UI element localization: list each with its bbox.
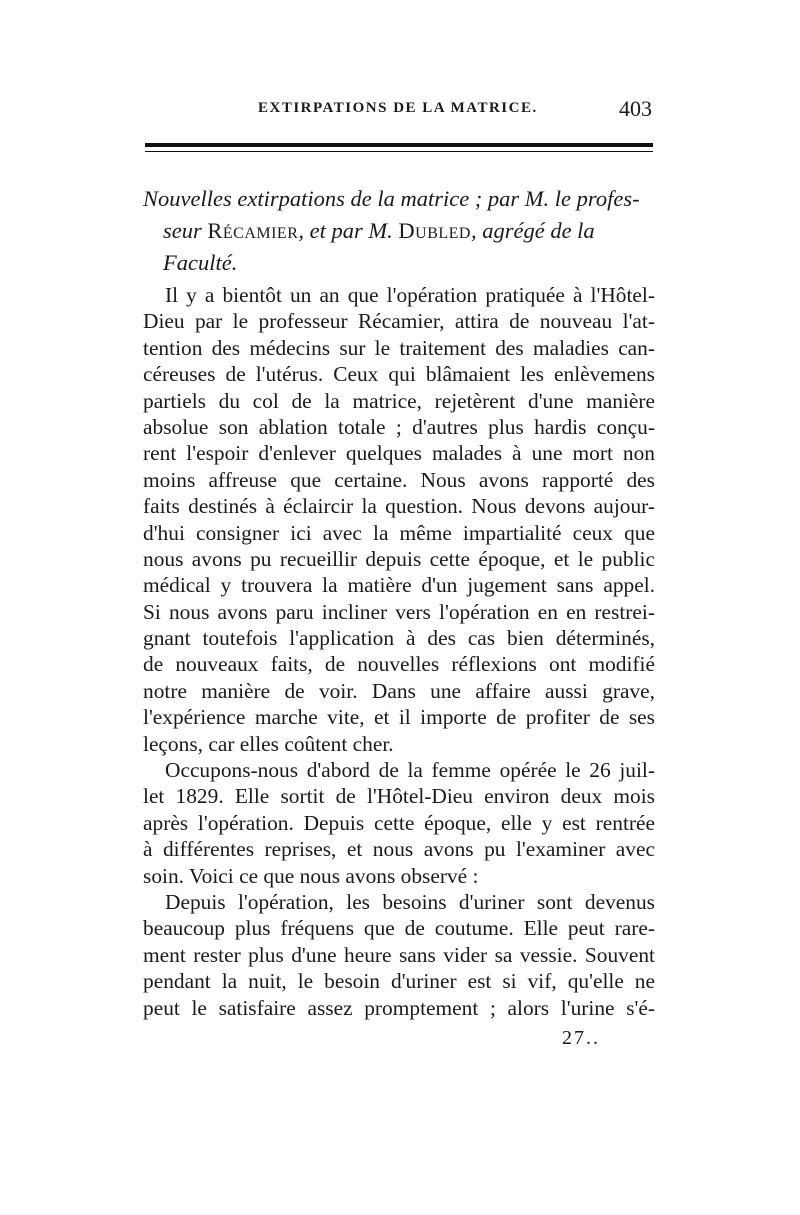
body-line: de nouveaux faits, de nouvelles réflexions ont modifié [143, 652, 655, 677]
page-number: 403 [619, 96, 652, 121]
header-rule-thin [145, 151, 653, 152]
body-line: ment rester plus d'une heure sans vider sa vessie. Souvent [143, 942, 655, 967]
body-line: céreuses de l'utérus. Ceux qui blâmaient les enlèvemens [143, 362, 655, 387]
running-head [150, 98, 652, 124]
body-line: beaucoup plus fréquens que de coutume. Elle peut rare- [143, 916, 655, 941]
body-line: soin. Voici ce que nous avons observé : [143, 863, 479, 888]
body-line: absolue son ablation totale ; d'autres plus hardis conçu- [143, 414, 655, 439]
body-line: Si nous avons paru incliner vers l'opération en en restrei- [143, 599, 655, 624]
author-name-dubled: Dubled [398, 218, 471, 243]
body-line: Dieu par le professeur Récamier, attira de nouveau l'at- [143, 309, 655, 334]
title-line-3: Faculté. [163, 250, 238, 275]
body-line: Il y a bientôt un an que l'opération pratiquée à l'Hôtel- [165, 283, 655, 307]
body-line: Occupons-nous d'abord de la femme opérée le 26 juil- [165, 758, 655, 783]
author-name-recamier: Récamier [207, 218, 299, 243]
body-line: peut le satisfaire assez promptement ; alors l'urine s'é- [143, 995, 655, 1020]
body-line: nous avons pu recueillir depuis cette époque, et le public [143, 546, 655, 571]
body-line: notre manière de voir. Dans une affaire aussi grave, [143, 678, 655, 703]
body-line: gnant toutefois l'application à des cas bien déterminés, [143, 626, 655, 651]
body-line: Depuis l'opération, les besoins d'uriner sont devenus [165, 889, 655, 914]
body-line: pendant la nuit, le besoin d'uriner est si vif, qu'elle ne [143, 969, 655, 994]
body-line: rent l'espoir d'enlever quelques malades à une mort non [143, 441, 655, 466]
title-line-2-suffix: , agrégé de la [470, 218, 595, 243]
body-line: partiels du col de la matrice, rejetèrent d'une manière [143, 388, 655, 413]
signature-mark: 27.. [562, 1027, 600, 1049]
body-line: tention des médecins sur le traitement des maladies can- [143, 335, 655, 360]
body-line: médical y trouvera la matière d'un jugement sans appel. [143, 573, 655, 598]
body-line: après l'opération. Depuis cette époque, elle y est rentrée [143, 810, 655, 835]
body-line: d'hui consigner ici avec la même impartialité ceux que [143, 520, 655, 545]
body-line: l'expérience marche vite, et il importe de profiter de ses [143, 705, 655, 730]
body-line: moins affreuse que certaine. Nous avons rapporté des [143, 467, 655, 492]
running-title: EXTIRPATIONS DE LA MATRICE. [258, 100, 538, 116]
body-line: à différentes reprises, et nous avons pu l'examiner avec [143, 837, 655, 862]
body-text [143, 282, 655, 1021]
body-line: let 1829. Elle sortit de l'Hôtel-Dieu environ deux mois [143, 784, 655, 809]
title-line-1: Nouvelles extirpations de la matrice ; par M. le profes- [143, 186, 640, 211]
article-title [143, 183, 653, 279]
title-line-2-middle: , et par M. [298, 218, 399, 243]
title-line-2-prefix: seur [163, 218, 208, 243]
body-line: leçons, car elles coûtent cher. [143, 731, 394, 756]
title-line-2 [143, 215, 653, 247]
header-rule-thick [145, 143, 653, 147]
body-line: faits destinés à éclaircir la question. Nous devons aujour- [143, 494, 655, 519]
